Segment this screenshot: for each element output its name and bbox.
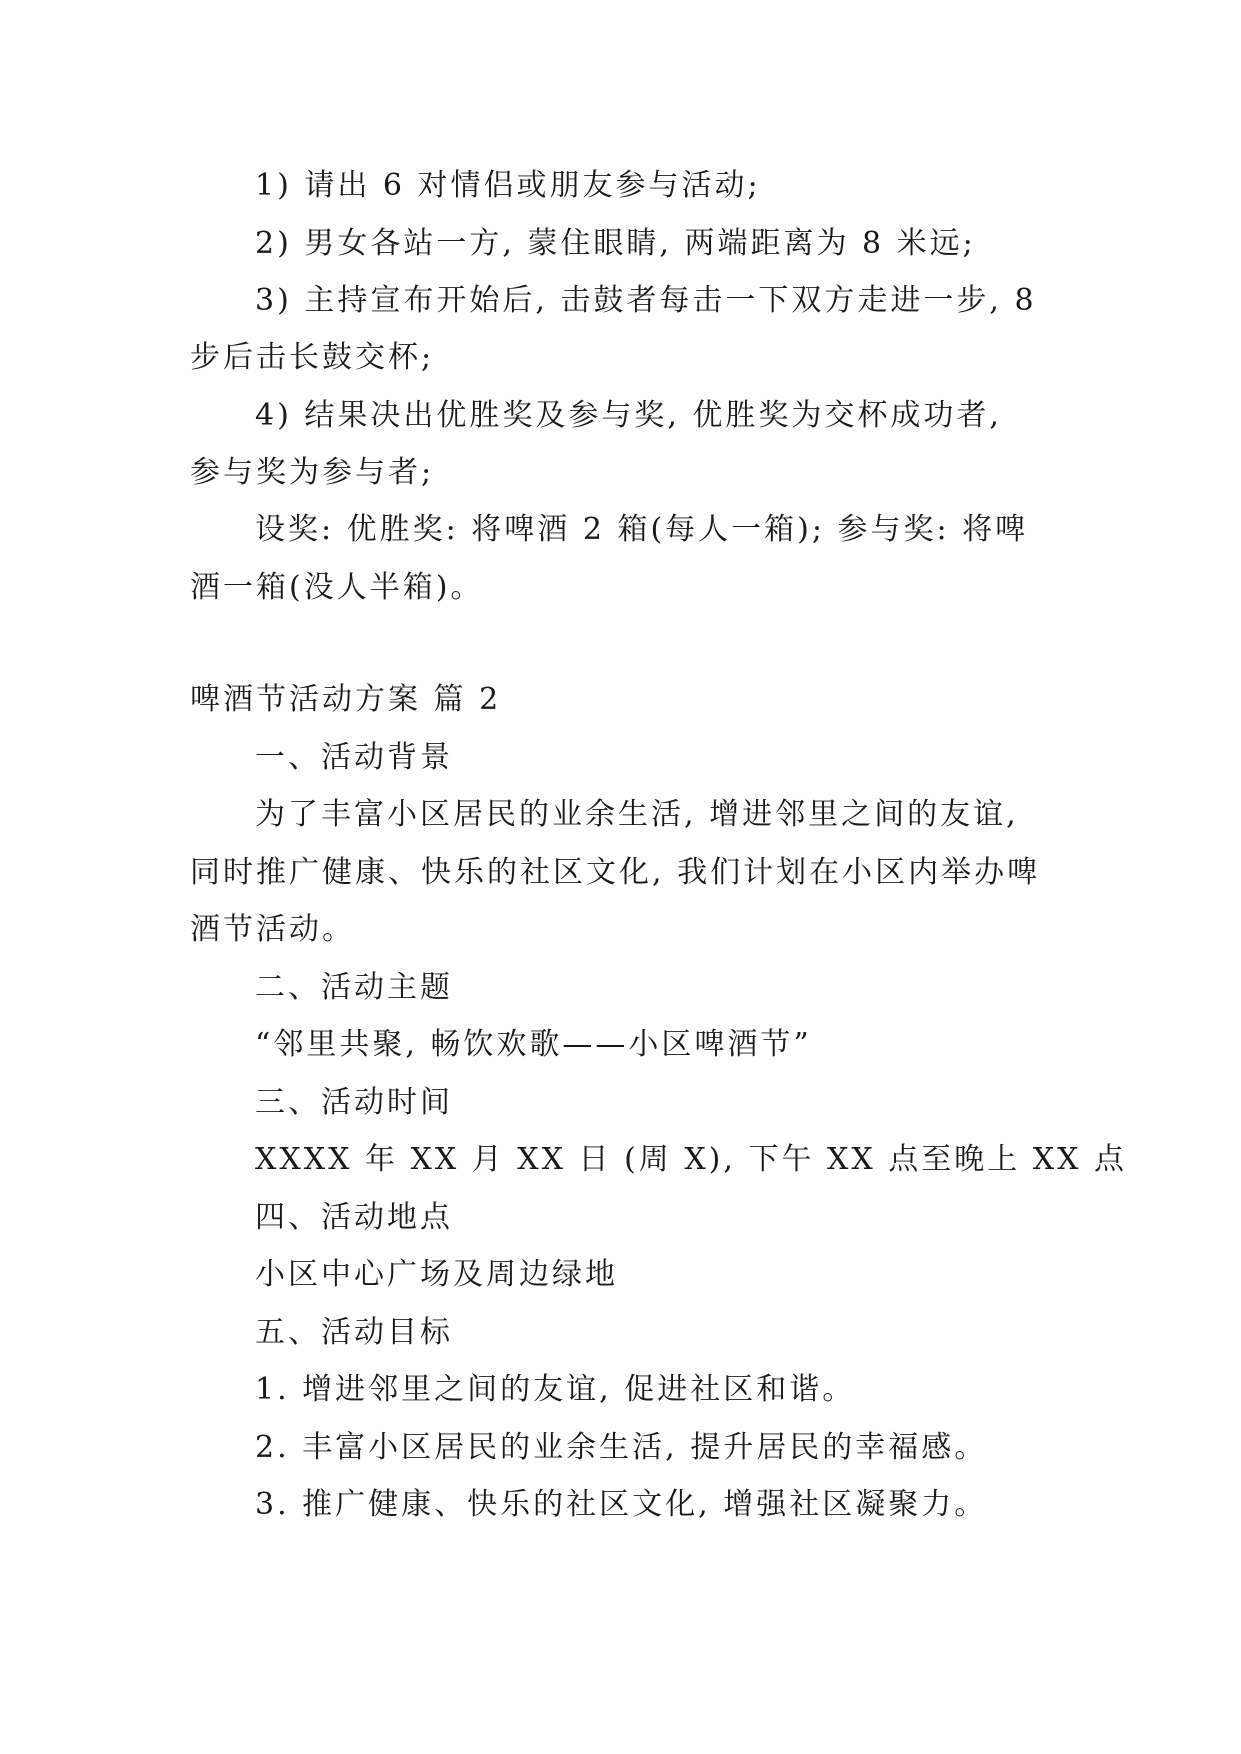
prize-paragraph-continued: 酒一箱(没人半箱)。 [190, 570, 484, 605]
background-paragraph: 为了丰富小区居民的业余生活, 增进邻里之间的友谊, [255, 797, 1019, 832]
time-text: XXXX 年 XX 月 XX 日 (周 X), 下午 XX 点至晚上 XX 点 [255, 1142, 1128, 1177]
rule-item-3: 3) 主持宣布开始后, 击鼓者每击一下双方走进一步, 8 [255, 283, 1037, 318]
heading-theme: 二、活动主题 [255, 970, 453, 1005]
heading-goals: 五、活动目标 [255, 1315, 453, 1350]
prize-paragraph: 设奖: 优胜奖: 将啤酒 2 箱(每人一箱); 参与奖: 将啤 [255, 512, 1029, 547]
goal-item-3: 3. 推广健康、快乐的社区文化, 增强社区凝聚力。 [255, 1487, 988, 1522]
rule-item-4-continued: 参与奖为参与者; [190, 455, 435, 490]
rule-item-2: 2) 男女各站一方, 蒙住眼睛, 两端距离为 8 米远; [255, 226, 976, 261]
heading-time: 三、活动时间 [255, 1085, 453, 1120]
heading-place: 四、活动地点 [255, 1200, 453, 1235]
goal-item-2: 2. 丰富小区居民的业余生活, 提升居民的幸福感。 [255, 1430, 988, 1465]
rule-item-1: 1) 请出 6 对情侣或朋友参与活动; [255, 168, 761, 203]
rule-item-4: 4) 结果决出优胜奖及参与奖, 优胜奖为交杯成功者, [255, 398, 1002, 433]
goal-item-1: 1. 增进邻里之间的友谊, 促进社区和谐。 [255, 1372, 856, 1407]
place-text: 小区中心广场及周边绿地 [255, 1257, 618, 1292]
background-paragraph-line-2: 同时推广健康、快乐的社区文化, 我们计划在小区内举办啤 [190, 855, 1041, 890]
background-paragraph-line-3: 酒节活动。 [190, 912, 355, 947]
rule-item-3-continued: 步后击长鼓交杯; [190, 340, 435, 375]
theme-text: “邻里共聚, 畅饮欢歌——小区啤酒节” [255, 1027, 812, 1062]
section-title: 啤酒节活动方案 篇 2 [190, 682, 502, 717]
heading-background: 一、活动背景 [255, 740, 453, 775]
